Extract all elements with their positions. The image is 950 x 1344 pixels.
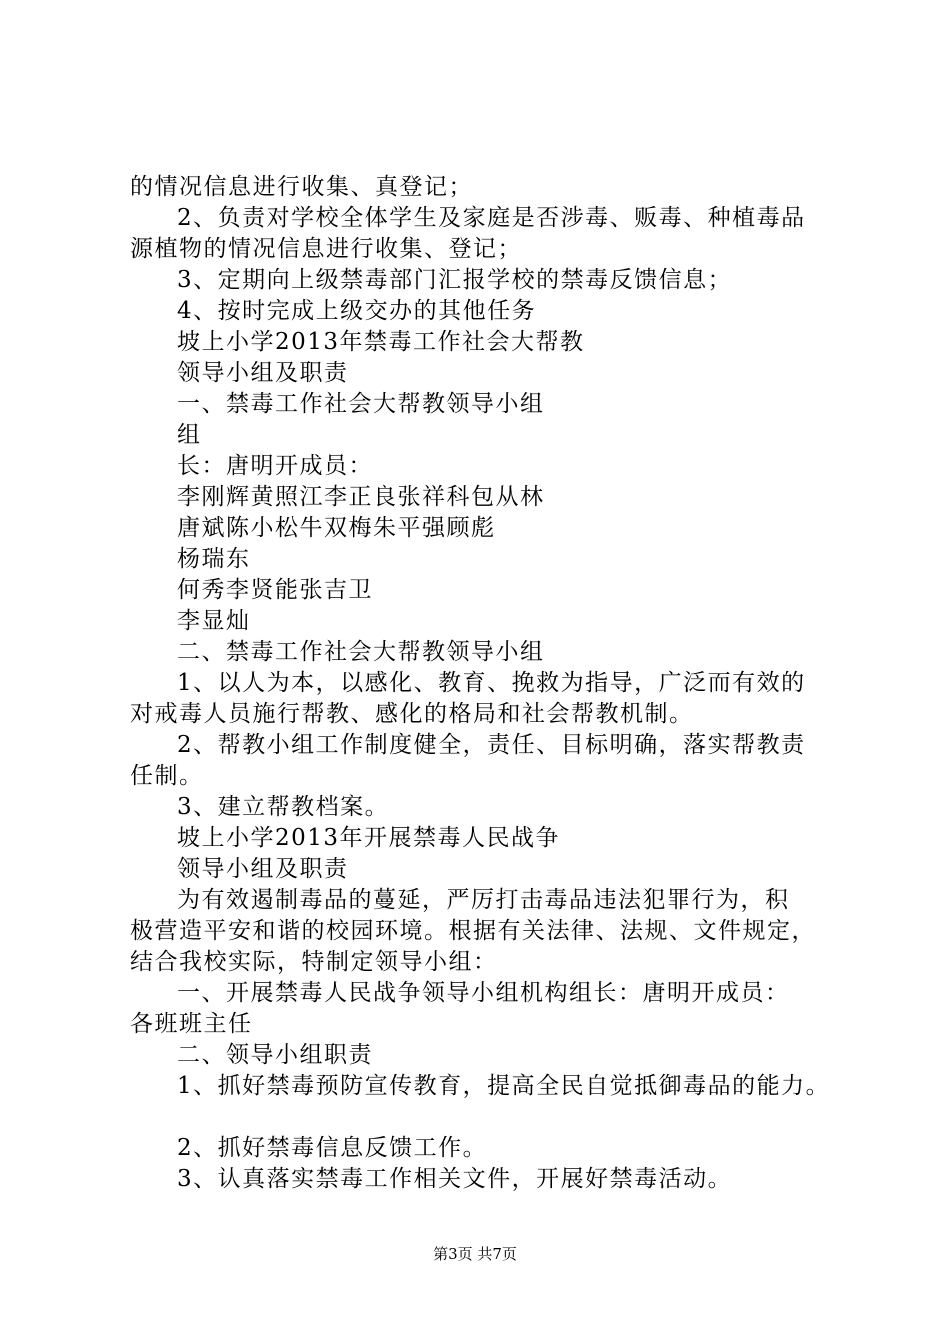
blank-line [130, 1102, 850, 1133]
text-line: 3、定期向上级禁毒部门汇报学校的禁毒反馈信息； [177, 267, 733, 293]
text-line: 4、按时完成上级交办的其他任务 [177, 298, 537, 324]
text-line: 二、禁毒工作社会大帮教领导小组 [177, 639, 545, 665]
text-line: 1、以人为本，以感化、教育、挽救为指导，广泛而有效的 [177, 670, 806, 696]
text-line: 的情况信息进行收集、真登记； [130, 174, 473, 200]
text-line: 源植物的情况信息进行收集、登记； [130, 236, 522, 262]
text-line: 二、领导小组职责 [177, 1042, 373, 1068]
text-line: 为有效遏制毒品的蔓延，严厉打击毒品违法犯罪行为，积 [177, 887, 790, 913]
text-line: 坡上小学2013年禁毒工作社会大帮教 [177, 329, 585, 355]
text-line: 3、建立帮教档案。 [177, 794, 390, 820]
text-line: 2、抓好禁毒信息反馈工作。 [177, 1135, 488, 1161]
text-line: 李显灿 [177, 608, 251, 634]
text-line: 2、帮教小组工作制度健全，责任、目标明确，落实帮教责 [177, 732, 806, 758]
text-line: 领导小组及职责 [177, 360, 349, 386]
text-line: 极营造平安和谐的校园环境。根据有关法律、法规、文件规定， [130, 918, 816, 944]
text-line: 1、抓好禁毒预防宣传教育，提高全民自觉抵御毒品的能力。 [177, 1073, 831, 1099]
text-line: 对戒毒人员施行帮教、感化的格局和社会帮教机制。 [130, 701, 694, 727]
page-footer [0, 1244, 950, 1264]
page-number: 第3页 共7页 [433, 1245, 517, 1263]
text-line: 3、认真落实禁毒工作相关文件，开展好禁毒活动。 [177, 1166, 733, 1192]
text-line: 坡上小学2013年开展禁毒人民战争 [177, 825, 561, 851]
text-line: 长：唐明开成员： [177, 453, 373, 479]
document-body [130, 172, 850, 1195]
text-line: 一、开展禁毒人民战争领导小组机构组长：唐明开成员： [177, 980, 790, 1006]
text-line: 一、禁毒工作社会大帮教领导小组 [177, 391, 545, 417]
text-line: 李刚辉黄照江李正良张祥科包从林 [177, 484, 545, 510]
text-line: 结合我校实际，特制定领导小组： [130, 949, 498, 975]
text-line: 何秀李贤能张吉卫 [177, 577, 373, 603]
text-line: 领导小组及职责 [177, 856, 349, 882]
text-line: 杨瑞东 [177, 546, 251, 572]
text-line: 任制。 [130, 763, 204, 789]
text-line: 2、负责对学校全体学生及家庭是否涉毒、贩毒、种植毒品 [177, 205, 806, 231]
text-line: 各班班主任 [130, 1011, 253, 1037]
text-line: 组 [177, 422, 202, 448]
text-line: 唐斌陈小松牛双梅朱平强顾彪 [177, 515, 496, 541]
